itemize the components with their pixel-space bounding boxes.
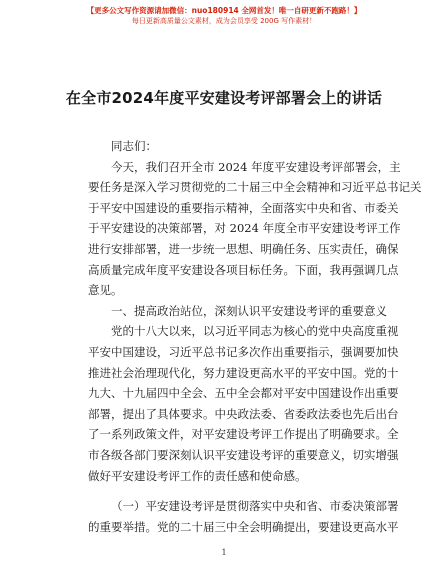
paragraph-line: 九大、十九届四中全会、五中全会都对平安中国建设作出重要 — [88, 386, 399, 401]
paragraph-spacer — [88, 486, 372, 496]
paragraph-line: 的重要举措。党的二十届三中全会明确提出，要建设更高水平 — [88, 519, 399, 534]
paragraph-line: 推进社会治理现代化，努力建设更高水平的平安中国。党的十 — [88, 365, 399, 380]
page-number: 1 — [221, 548, 227, 557]
salutation: 同志们： — [111, 139, 157, 153]
paragraph-line: 进行安排部署，进一步统一思想、明确任务、压实责任，确保 — [88, 241, 399, 256]
paragraph-line: 党的十八大以来，以习近平同志为核心的党中央高度重视 — [111, 324, 399, 339]
paragraph-line: 市各级各部门要深刻认识平安建设考评的重要意义，切实增强 — [88, 447, 399, 462]
promo-banner-line-2: 每日更新高质量公文素材，成为会员享受 200G 写作素材！ — [131, 17, 317, 25]
paragraph-line: 做好平安建设考评工作的责任感和使命感。 — [88, 468, 307, 483]
paragraph-subsection-1 — [88, 496, 399, 537]
promo-banner — [0, 6, 448, 26]
section-heading-line: 一、提高政治站位，深刻认识平安建设考评的重要意义 — [111, 303, 387, 318]
paragraph-line: 要任务是深入学习贯彻党的二十届三中全会精神和习近平总书记关 — [88, 180, 422, 195]
paragraph-line: 部署，提出了具体要求。中央政法委、省委政法委也先后出台 — [88, 406, 399, 421]
paragraph-line: 意见。 — [88, 283, 123, 298]
paragraph-background — [88, 321, 399, 486]
document-body — [88, 136, 422, 537]
paragraph-line: （一）平安建设考评是贯彻落实中央和省、市委决策部署 — [111, 499, 399, 514]
paragraph-line: 高质量完成年度平安建设各项目标任务。下面，我再强调几点 — [88, 262, 399, 277]
document-title: 在全市2024年度平安建设考评部署会上的讲话 — [65, 89, 383, 107]
paragraph-line: 于平安中国建设的重要指示精神，全面落实中央和省、市委关 — [88, 200, 399, 215]
paragraph-line: 于平安建设的决策部署，对 2024 年度全市平安建设考评工作 — [88, 221, 401, 236]
paragraph-line: 平安中国建设，习近平总书记多次作出重要指示，强调要加快 — [88, 344, 399, 359]
section-heading-1 — [88, 301, 387, 322]
paragraph-line: 了一系列政策文件，对平安建设考评工作提出了明确要求。全 — [88, 427, 399, 442]
promo-banner-line-1: 【更多公文写作资源请加微信：nuo180914 全网首发！唯一自研更新不跑路！】 — [86, 6, 362, 15]
paragraph-line: 今天，我们召开全市 2024 年度平安建设考评部署会，主 — [111, 159, 401, 174]
paragraph-opening — [88, 157, 422, 301]
